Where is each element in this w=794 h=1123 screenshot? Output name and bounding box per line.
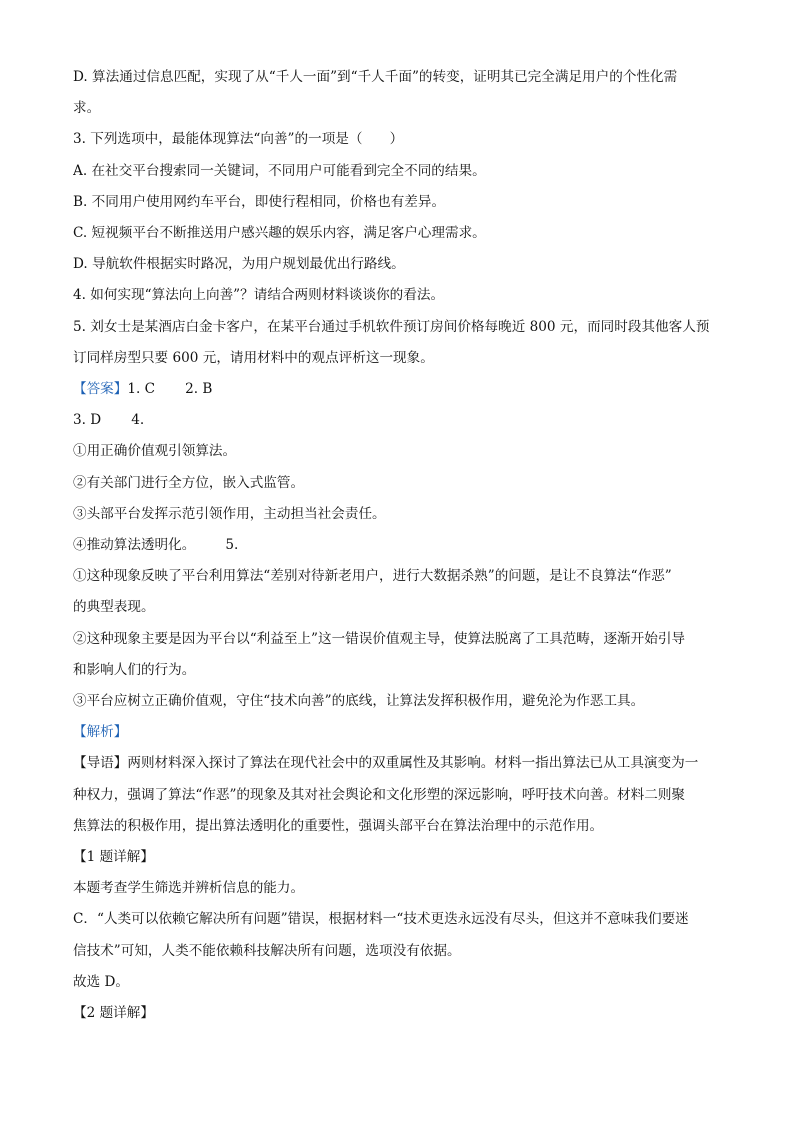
q5-point-1-line1: ①这种现象反映了平台利用算法“差别对待新老用户，进行大数据杀熟”的问题，是让不良算法“作恶” [73, 568, 672, 585]
q5-point-2-line1: ②这种现象主要是因为平台以“利益至上”这一错误价值观主导，使算法脱离了工具范畴，逐渐开始引导 [73, 630, 686, 647]
q4-point-1: ①用正确价值观引领算法。 [73, 443, 237, 460]
q5-point-2-line2: 和影响人们的行为。 [73, 661, 196, 678]
q5-stem-line1: 5. 刘女士是某酒店白金卡客户，在某平台通过手机软件预订房间价格每晚近 800 元，而同时段其他客人预 [73, 318, 710, 335]
q5-point-3: ③平台应树立正确价值观，守住“技术向善”的底线，让算法发挥积极作用，避免沦为作恶工具。 [73, 693, 645, 710]
q4-point-4: ④推动算法透明化。 [73, 537, 196, 554]
q3-stem: 3. 下列选项中，最能体现算法“向善”的一项是（ ） [73, 131, 404, 148]
q3-option-b: B. 不同用户使用网约车平台，即使行程相同，价格也有差异。 [73, 193, 446, 210]
q3-option-c: C. 短视频平台不断推送用户感兴趣的娱乐内容，满足客户心理需求。 [73, 225, 486, 242]
prev-option-d-line2: 求。 [73, 100, 101, 117]
answer-2: 2. B [185, 381, 213, 398]
guide-line3: 焦算法的积极作用，提出算法透明化的重要性，强调头部平台在算法治理中的示范作用。 [73, 817, 604, 834]
guide-text-1: 两则材料深入探讨了算法在现代社会中的双重属性及其影响。材料一指出算法已从工具演变为一 [127, 755, 699, 772]
prev-option-d-line1: D. 算法通过信息匹配，实现了从“千人一面”到“千人千面”的转变，证明其已完全满足用户的个性化需 [73, 69, 678, 85]
answer-5: 5. [225, 537, 239, 554]
answer-row-2 [73, 405, 725, 436]
q4-stem: 4. 如何实现“算法向上向善”？请结合两则材料谈谈你的看法。 [73, 287, 445, 304]
q1-intro: 本题考查学生筛选并辨析信息的能力。 [73, 880, 305, 897]
q5-point-1-line2: 的典型表现。 [73, 599, 155, 616]
guide-line1 [73, 748, 725, 779]
guide-line2: 种权力，强调了算法“作恶”的现象及其对社会舆论和文化形塑的深远影响，呼吁技术向善。材料二则聚 [73, 786, 686, 803]
q3-option-a: A. 在社交平台搜索同一关键词，不同用户可能看到完全不同的结果。 [73, 162, 486, 179]
answer-label: 【答案】 [73, 381, 128, 398]
q4-point-2: ②有关部门进行全方位，嵌入式监管。 [73, 474, 305, 491]
q1-choice: 故选 D。 [73, 973, 130, 990]
answer-4: 4. [131, 412, 145, 429]
q5-stem-line2: 订同样房型只要 600 元，请用材料中的观点评析这一现象。 [73, 349, 434, 366]
answer-1: 1. C [127, 381, 156, 398]
q1-c-line1: C．“人类可以依赖它解决所有问题”错误，根据材料一“技术更迭永远没有尽头，但这并不意味我们要迷 [73, 911, 689, 928]
analysis-label: 【解析】 [73, 724, 128, 741]
q4-point-3: ③头部平台发挥示范引领作用，主动担当社会责任。 [73, 505, 386, 522]
answer-3: 3. D [73, 412, 102, 429]
answer-row-q4-last [73, 530, 725, 561]
q1-heading: 【1 题详解】 [73, 849, 154, 866]
q3-option-d: D. 导航软件根据实时路况，为用户规划最优出行路线。 [73, 256, 405, 273]
document-page [73, 62, 725, 1029]
guide-label: 【导语】 [73, 755, 128, 772]
q2-heading: 【2 题详解】 [73, 1005, 154, 1022]
answer-row-1 [73, 374, 725, 405]
q1-c-line2: 信技术”可知，人类不能依赖科技解决所有问题，选项没有依据。 [73, 942, 461, 959]
